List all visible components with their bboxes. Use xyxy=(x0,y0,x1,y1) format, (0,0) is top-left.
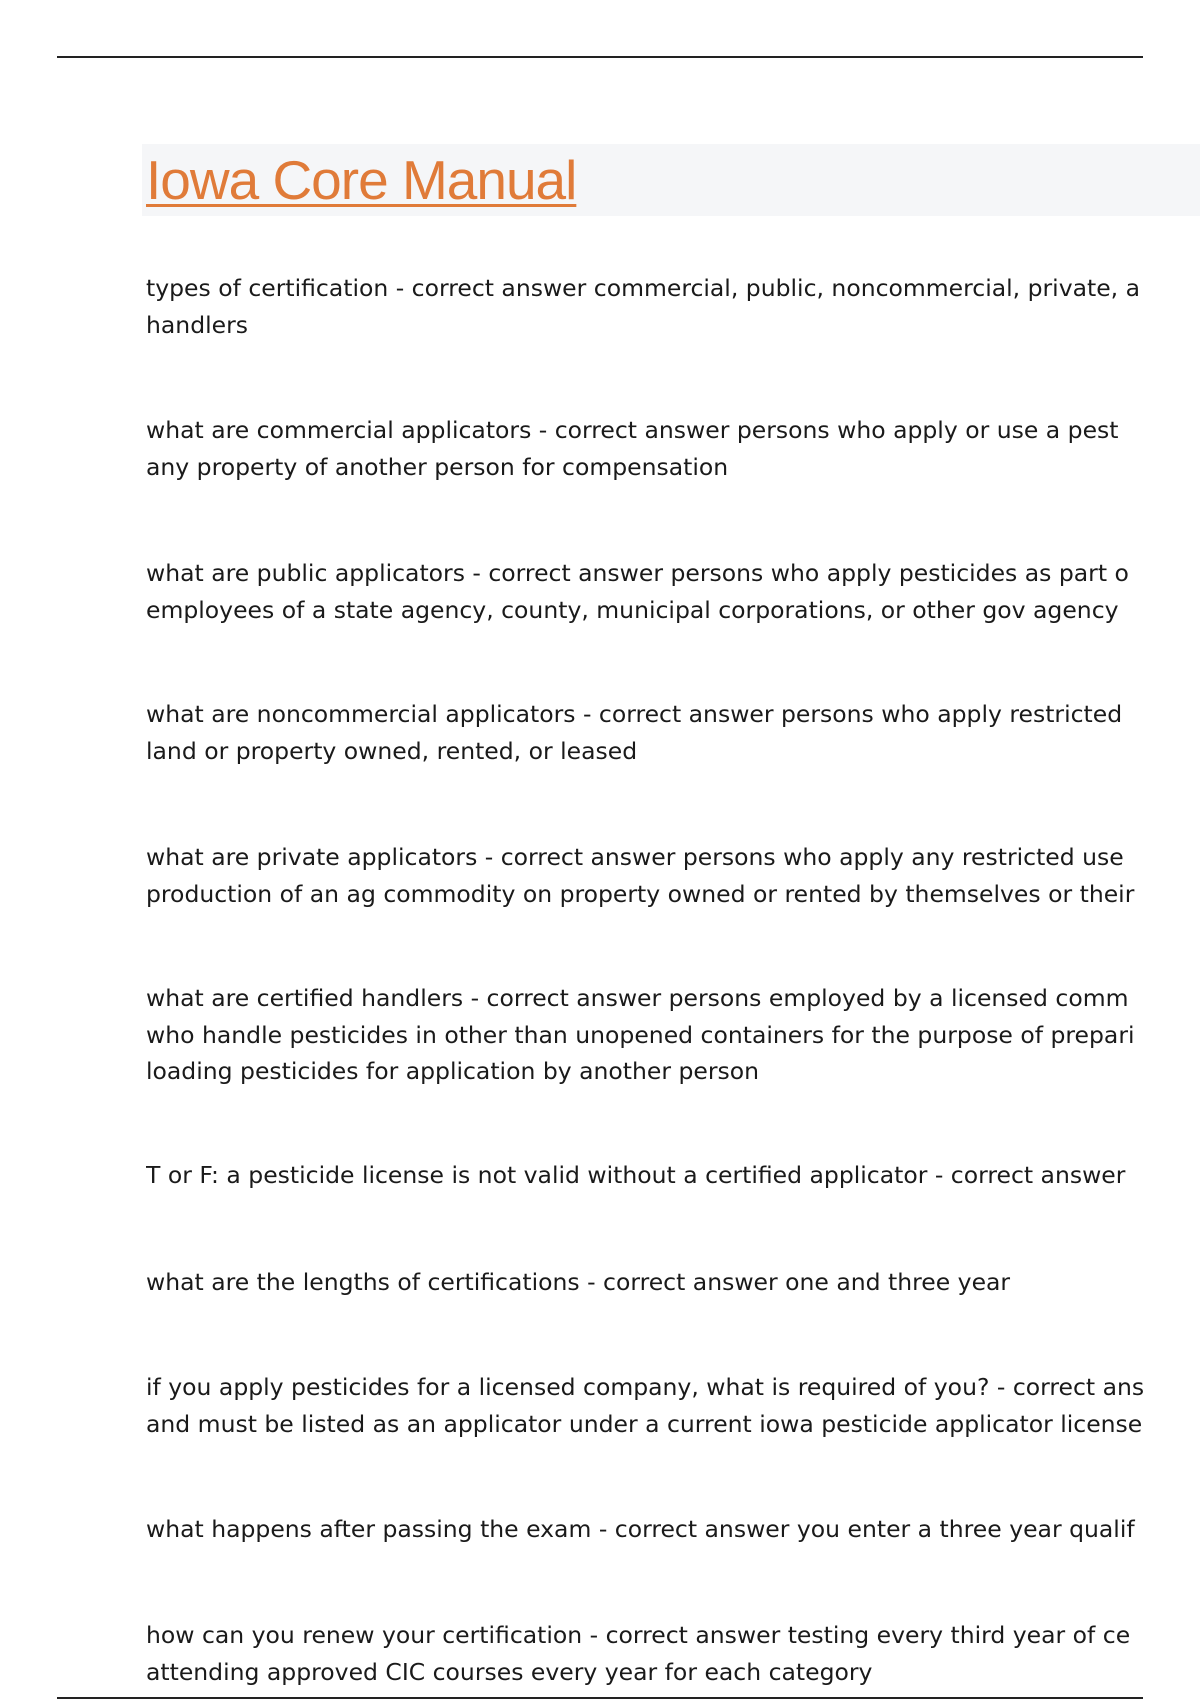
qa-entry-private-applicators xyxy=(146,839,1200,912)
qa-line: any property of another person for compensation xyxy=(146,452,729,481)
qa-line: land or property owned, rented, or leased xyxy=(146,736,638,765)
qa-line: who handle pesticides in other than unopened containers for the purpose of prepari xyxy=(146,1020,1135,1049)
qa-line: what happens after passing the exam - correct answer you enter a three year qualif xyxy=(146,1515,1135,1543)
qa-entry-renew-certification xyxy=(146,1617,1200,1690)
qa-entry-certified-handlers xyxy=(146,980,1200,1090)
qa-line: and must be listed as an applicator under a current iowa pesticide applicator license xyxy=(146,1409,1143,1438)
qa-line: production of an ag commodity on property owned or rented by themselves or their xyxy=(146,879,1135,908)
qa-entry-license-validity xyxy=(146,1157,1200,1194)
qa-entry-public-applicators xyxy=(146,555,1200,628)
qa-line: how can you renew your certification - correct answer testing every third year of ce xyxy=(146,1621,1131,1649)
qa-entry-licensed-company-requirement xyxy=(146,1369,1200,1442)
qa-line: T or F: a pesticide license is not valid without a certified applicator - correct answer xyxy=(146,1161,1126,1189)
qa-entry-types-of-certification xyxy=(146,270,1200,343)
bottom-rule xyxy=(57,1697,1143,1699)
top-rule xyxy=(57,56,1143,58)
qa-entry-noncommercial-applicators xyxy=(146,696,1200,769)
qa-entry-after-exam xyxy=(146,1511,1200,1548)
qa-line: what are the lengths of certifications - correct answer one and three year xyxy=(146,1268,1011,1296)
qa-entry-certification-lengths xyxy=(146,1264,1200,1301)
qa-line: if you apply pesticides for a licensed company, what is required of you? - correct ans xyxy=(146,1373,1145,1401)
qa-line: loading pesticides for application by another person xyxy=(146,1057,760,1085)
qa-line: handlers xyxy=(146,310,248,339)
qa-line: what are certified handlers - correct answer persons employed by a licensed comm xyxy=(146,984,1129,1012)
qa-line: employees of a state agency, county, municipal corporations, or other gov agency xyxy=(146,595,1119,624)
qa-line: what are noncommercial applicators - correct answer persons who apply restricted xyxy=(146,700,1123,728)
qa-line: what are private applicators - correct answer persons who apply any restricted use xyxy=(146,843,1124,871)
qa-line: attending approved CIC courses every year for each category xyxy=(146,1657,873,1686)
qa-entry-commercial-applicators xyxy=(146,412,1200,485)
document-title: Iowa Core Manual xyxy=(146,149,577,211)
qa-line: types of certification - correct answer commercial, public, noncommercial, private, a xyxy=(146,274,1141,302)
qa-line: what are public applicators - correct answer persons who apply pesticides as part o xyxy=(146,559,1129,587)
qa-line: what are commercial applicators - correct answer persons who apply or use a pest xyxy=(146,416,1119,444)
